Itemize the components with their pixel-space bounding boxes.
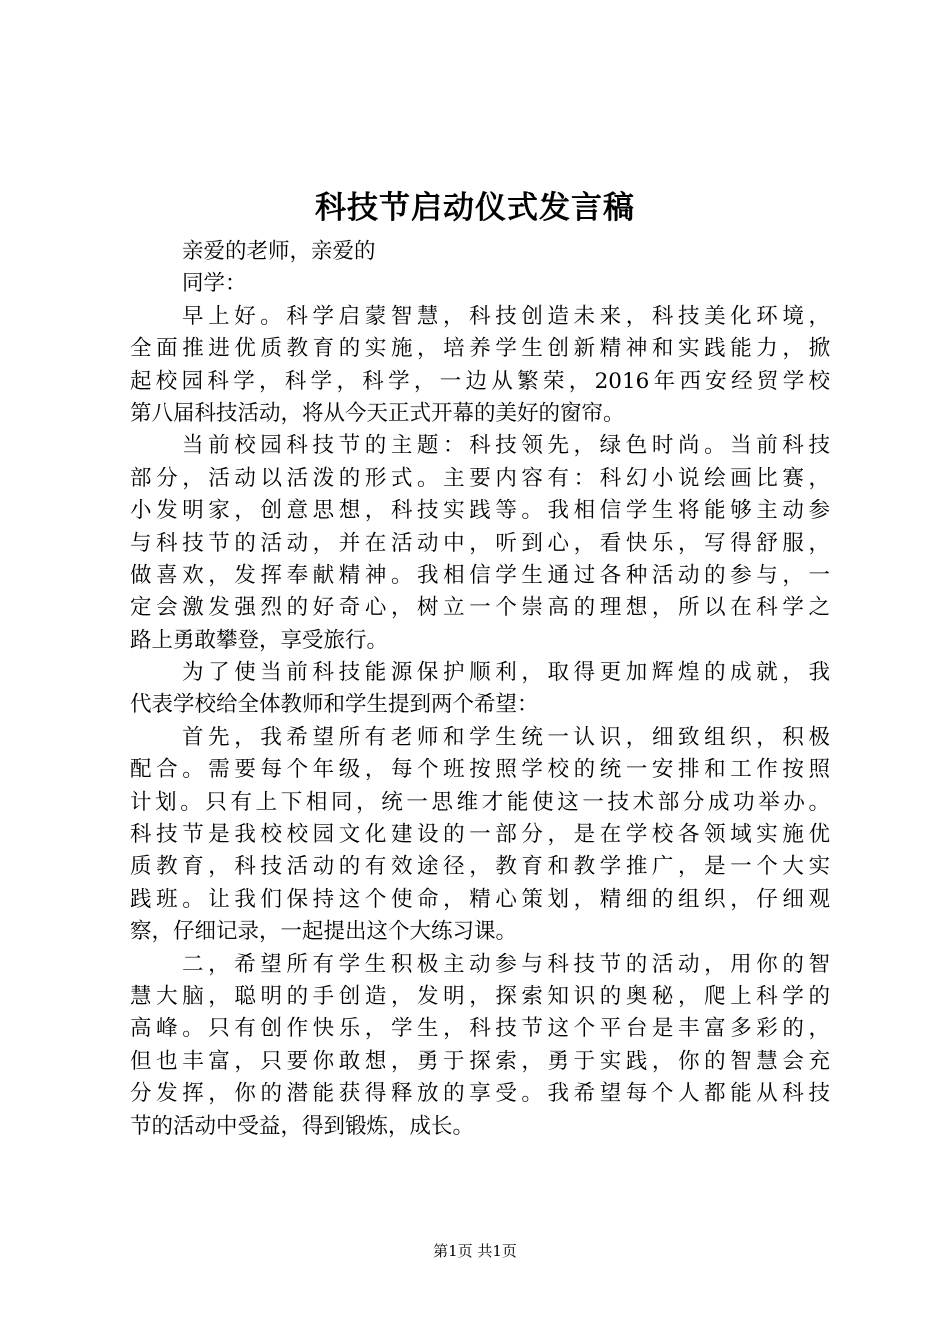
document-title: 科技节启动仪式发言稿 bbox=[315, 190, 635, 226]
text-line: 与科技节的活动，并在活动中，听到心，看快乐，写得舒服， bbox=[130, 530, 830, 556]
text-line: 为了使当前科技能源保护顺利，取得更加辉煌的成就，我 bbox=[182, 660, 830, 686]
text-line: 路上勇敢攀登，享受旅行。 bbox=[130, 627, 389, 653]
text-line: 但也丰富，只要你敢想，勇于探索，勇于实践，你的智慧会充 bbox=[130, 1048, 830, 1074]
text-line: 首先，我希望所有老师和学生统一认识，细致组织，积极 bbox=[182, 724, 830, 750]
text-line: 节的活动中受益，得到锻炼，成长。 bbox=[130, 1113, 475, 1139]
text-line: 起校园科学，科学，科学，一边从繁荣，2016年西安经贸学校 bbox=[130, 368, 830, 394]
page-footer: 第1页 共1页 bbox=[433, 1242, 517, 1260]
text-line: 科技节是我校校园文化建设的一部分，是在学校各领域实施优 bbox=[130, 822, 830, 848]
text-line: 同学： bbox=[182, 271, 247, 297]
text-line: 二，希望所有学生积极主动参与科技节的活动，用你的智 bbox=[182, 951, 830, 977]
text-line: 第八届科技活动，将从今天正式开幕的美好的窗帘。 bbox=[130, 400, 625, 426]
text-line: 全面推进优质教育的实施，培养学生创新精神和实践能力，掀 bbox=[130, 336, 830, 362]
text-line: 察，仔细记录，一起提出这个大练习课。 bbox=[130, 919, 518, 945]
text-line: 早上好。科学启蒙智慧，科技创造未来，科技美化环境， bbox=[182, 303, 830, 329]
document-body bbox=[130, 236, 830, 1143]
text-line: 部分，活动以活泼的形式。主要内容有：科幻小说绘画比赛， bbox=[130, 465, 830, 491]
text-line: 当前校园科技节的主题：科技领先，绿色时尚。当前科技 bbox=[182, 433, 830, 459]
text-line: 配合。需要每个年级，每个班按照学校的统一安排和工作按照 bbox=[130, 757, 830, 783]
text-line: 计划。只有上下相同，统一思维才能使这一技术部分成功举办。 bbox=[130, 789, 830, 815]
text-line: 分发挥，你的潜能获得释放的享受。我希望每个人都能从科技 bbox=[130, 1081, 830, 1107]
text-line: 质教育，科技活动的有效途径，教育和教学推广，是一个大实 bbox=[130, 854, 830, 880]
text-line: 做喜欢，发挥奉献精神。我相信学生通过各种活动的参与，一 bbox=[130, 562, 830, 588]
text-line: 定会激发强烈的好奇心，树立一个崇高的理想，所以在科学之 bbox=[130, 595, 830, 621]
text-line: 践班。让我们保持这个使命，精心策划，精细的组织，仔细观 bbox=[130, 886, 830, 912]
text-line: 慧大脑，聪明的手创造，发明，探索知识的奥秘，爬上科学的 bbox=[130, 983, 830, 1009]
text-line: 高峰。只有创作快乐，学生，科技节这个平台是丰富多彩的， bbox=[130, 1016, 830, 1042]
text-line: 小发明家，创意思想，科技实践等。我相信学生将能够主动参 bbox=[130, 498, 830, 524]
text-line: 亲爱的老师，亲爱的 bbox=[182, 239, 376, 264]
text-line: 代表学校给全体教师和学生提到两个希望： bbox=[130, 692, 539, 718]
